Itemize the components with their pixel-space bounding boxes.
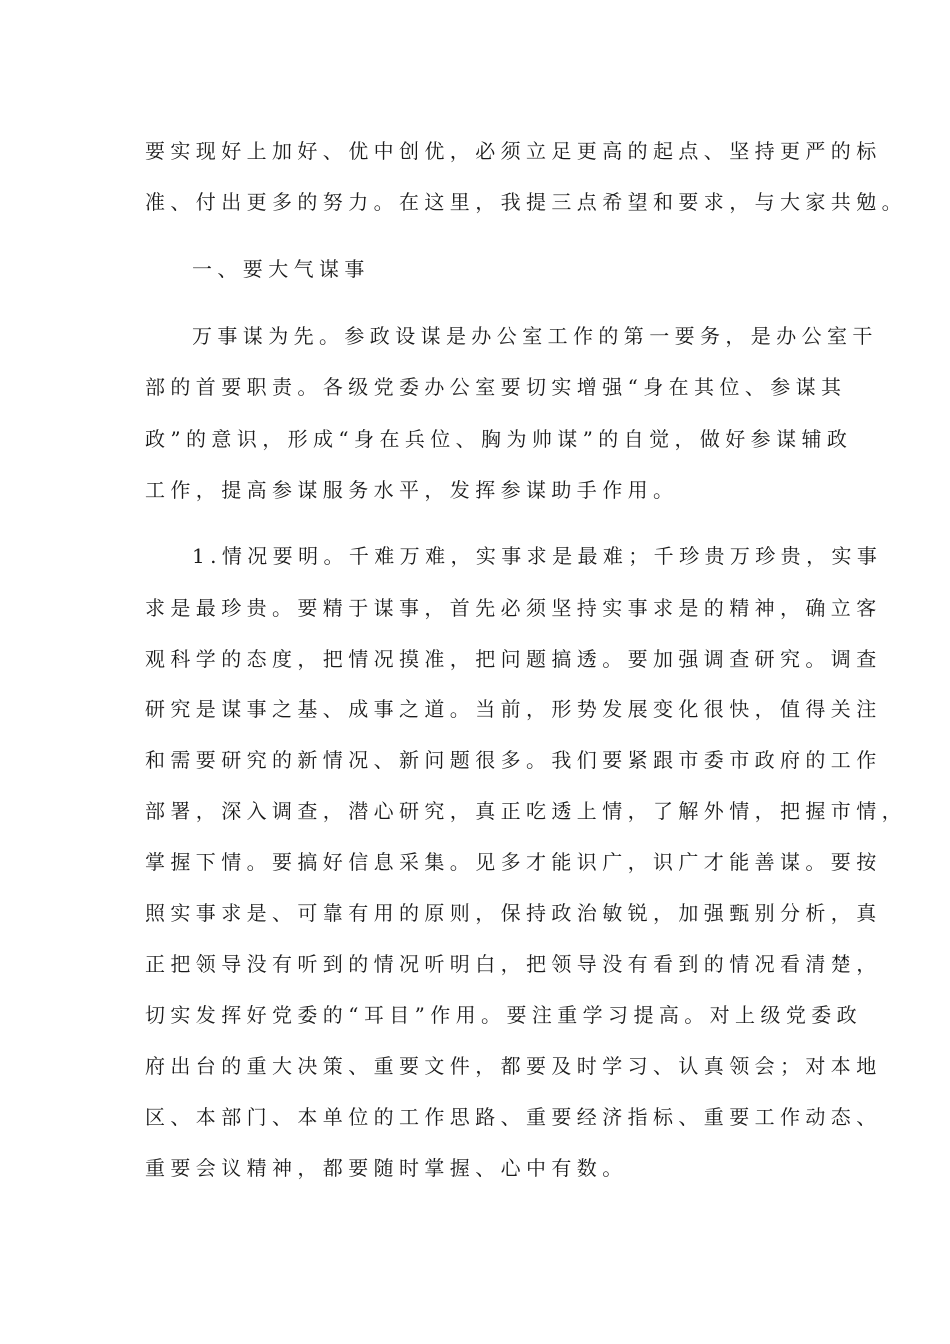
paragraph-3-line-1: 1.情况要明。千难万难，实事求是最难；千珍贵万珍贵，实事 (192, 544, 883, 568)
paragraph-3-line-13: 重要会议精神，都要随时掌握、心中有数。 (145, 1156, 628, 1180)
paragraph-2-line-3: 政”的意识，形成“身在兵位、胸为帅谋”的自觉，做好参谋辅政 (145, 427, 853, 451)
paragraph-3-line-8: 照实事求是、可靠有用的原则，保持政治敏锐，加强甄别分析，真 (145, 901, 882, 925)
section-heading: 一、要大气谋事 (192, 257, 370, 281)
intro-line-1: 要实现好上加好、优中创优，必须立足更高的起点、坚持更严的标 (145, 139, 882, 163)
paragraph-3-line-10: 切实发挥好党委的“耳目”作用。要注重学习提高。对上级党委政 (145, 1003, 863, 1027)
paragraph-3-line-9: 正把领导没有听到的情况听明白，把领导没有看到的情况看清楚， (145, 952, 882, 976)
paragraph-3-line-6: 部署，深入调查，潜心研究，真正吃透上情，了解外情，把握市情， (145, 799, 907, 823)
paragraph-3-line-4: 研究是谋事之基、成事之道。当前，形势发展变化很快，值得关注 (145, 697, 882, 721)
paragraph-3-line-12: 区、本部门、本单位的工作思路、重要经济指标、重要工作动态、 (145, 1105, 882, 1129)
intro-line-2: 准、付出更多的努力。在这里，我提三点希望和要求，与大家共勉。 (145, 190, 907, 214)
paragraph-3-line-2: 求是最珍贵。要精于谋事，首先必须坚持实事求是的精神，确立客 (145, 596, 882, 620)
paragraph-2-line-4: 工作，提高参谋服务水平，发挥参谋助手作用。 (145, 478, 679, 502)
paragraph-3-line-5: 和需要研究的新情况、新问题很多。我们要紧跟市委市政府的工作 (145, 748, 882, 772)
paragraph-2-line-2: 部的首要职责。各级党委办公室要切实增强“身在其位、参谋其 (145, 375, 847, 399)
paragraph-2-line-1: 万事谋为先。参政设谋是办公室工作的第一要务，是办公室干 (192, 324, 878, 348)
paragraph-3-line-11: 府出台的重大决策、重要文件，都要及时学习、认真领会；对本地 (145, 1054, 882, 1078)
paragraph-3-line-3: 观科学的态度，把情况摸准，把问题搞透。要加强调查研究。调查 (145, 647, 882, 671)
paragraph-3-line-7: 掌握下情。要搞好信息采集。见多才能识广，识广才能善谋。要按 (145, 850, 882, 874)
